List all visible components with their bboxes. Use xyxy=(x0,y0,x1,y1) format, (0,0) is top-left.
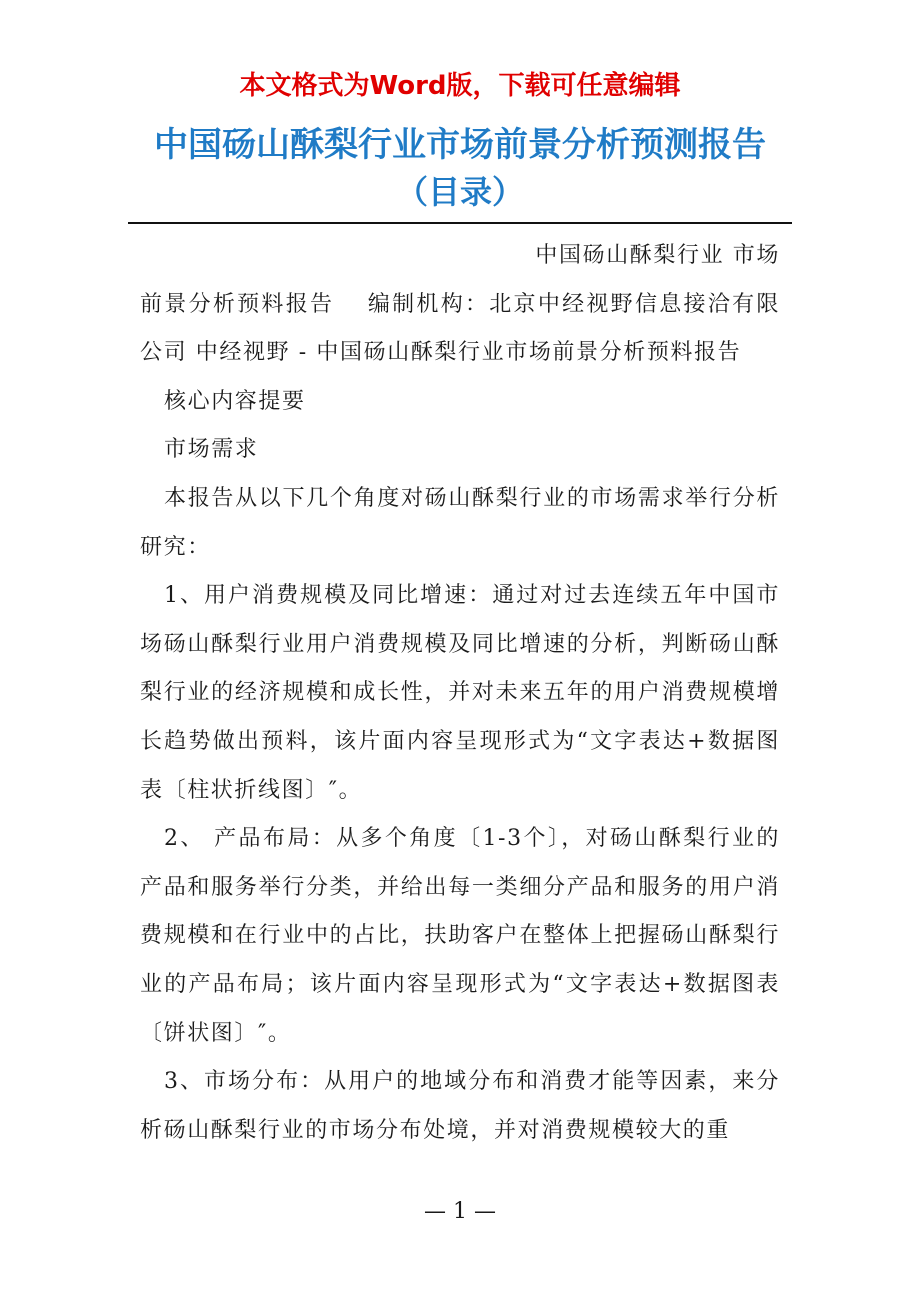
paragraph-item-2: 2、 产品布局：从多个角度〔1-3个〕，对砀山酥梨行业的产品和服务举行分类，并给出每一类细分产品和服务的用户消费规模和在行业中的占比，扶助客户在整体上把握砀山酥梨行业的产品布局；该片面内容呈现形式为“文字表达+数据图表〔饼状图〕″。 xyxy=(140,826,780,1046)
paragraph-item-1: 1、用户消费规模及同比增速：通过对过去连续五年中国市场砀山酥梨行业用户消费规模及同比增速的分析，判断砀山酥梨行业的经济规模和成长性，并对未来五年的用户消费规模增长趋势做出预料，该片面内容呈现形式为“文字表达+数据图表〔柱状折线图〕″。 xyxy=(140,583,780,803)
section-heading-market-demand: 市场需求 xyxy=(164,437,259,463)
paragraph-item-3: 3、市场分布：从用户的地域分布和消费才能等因素，来分析砀山酥梨行业的市场分布处境，并对消费规模较大的重 xyxy=(140,1069,780,1143)
paragraph-intro xyxy=(140,232,780,378)
page-number: — 1 — xyxy=(424,1199,496,1224)
document-subtitle: （目录） xyxy=(395,173,524,211)
paragraph-intro-rest: 前景分析预料报告 编制机构：北京中经视野信息接洽有限公司 中经视野 - 中国砀山酥梨行业市场前景分析预料报告 xyxy=(140,291,780,366)
paragraph-research-angles: 本报告从以下几个角度对砀山酥梨行业的市场需求举行分析研究： xyxy=(140,485,780,560)
section-heading-summary: 核心内容提要 xyxy=(164,388,306,414)
title-divider xyxy=(128,222,792,224)
document-body xyxy=(140,232,780,1155)
paragraph-intro-lead: 中国砀山酥梨行业 市场 xyxy=(535,243,780,268)
document-title: 中国砀山酥梨行业市场前景分析预测报告 xyxy=(154,125,766,165)
format-notice-banner: 本文格式为Word版，下载可任意编辑 xyxy=(239,71,681,101)
